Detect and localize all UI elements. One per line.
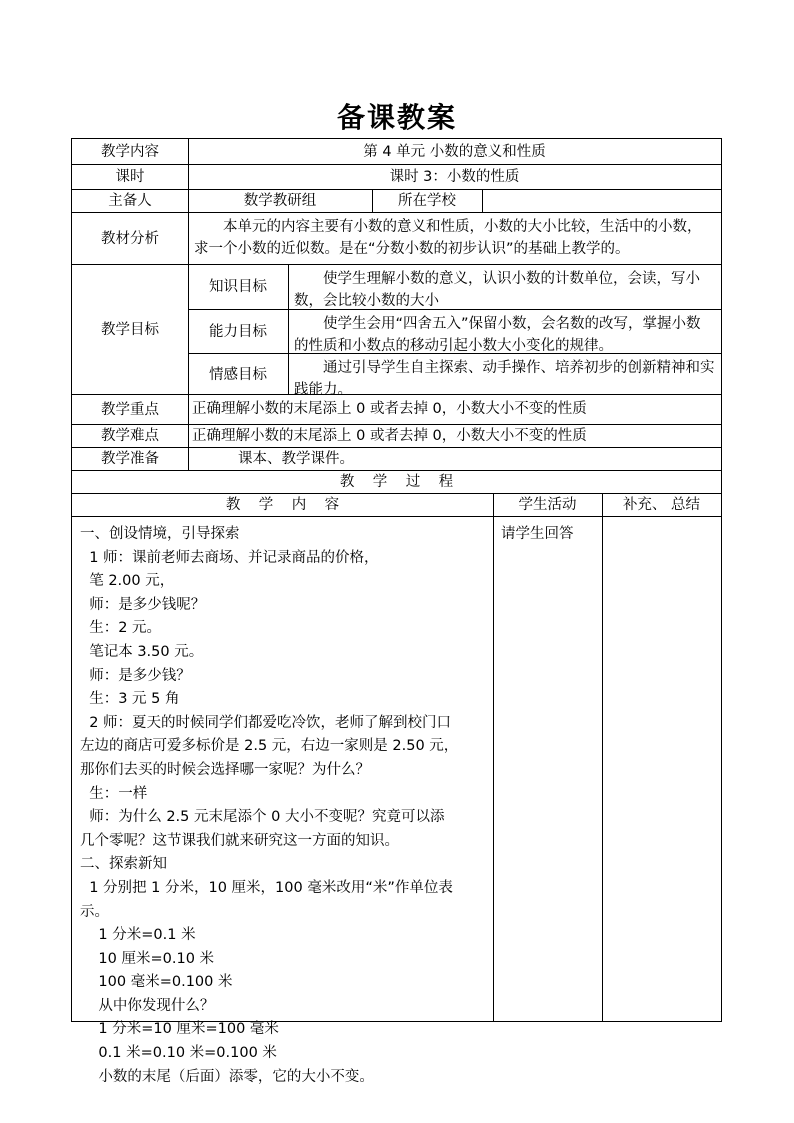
row-teaching-difficulty — [71, 424, 722, 447]
difficulty-value: 正确理解小数的末尾添上 0 或者去掉 0，小数大小不变的性质 — [192, 428, 587, 444]
focus-label: 教学重点 — [101, 401, 159, 418]
lesson-line: 10 厘米=0.10 米 — [80, 950, 215, 967]
goal-ability-text: 使学生会用“四舍五入”保留小数，会名数的改写，掌握小数的性质和小数点的移动引起小数大小变化的规律。 — [294, 316, 701, 354]
row-teaching-prep — [71, 447, 722, 470]
lesson-line: 笔记本 3.50 元。 — [80, 643, 204, 660]
lesson-line: 师：是多少钱呢？ — [80, 596, 206, 613]
school-value — [482, 190, 721, 212]
content-value: 第 4 单元 小数的意义和性质 — [363, 143, 546, 160]
row-preparer — [71, 189, 722, 212]
lesson-value: 课时 3：小数的性质 — [389, 169, 520, 185]
row-teaching-content — [71, 138, 722, 164]
row-column-headers — [71, 493, 722, 516]
analysis-text: 本单元的内容主要有小数的意义和性质，小数的大小比较，生活中的小数，求一个小数的近似数。是在“分数小数的初步认识”的基础上教学的。 — [194, 219, 702, 257]
lesson-line: 二、探索新知 — [80, 856, 167, 873]
row-process-header — [71, 470, 722, 493]
lesson-line: 小数的末尾（后面）添零，它的大小不变。 — [80, 1068, 374, 1085]
lesson-line: 师：是多少钱？ — [80, 667, 191, 684]
lesson-line: 那你们去买的时候会选择哪一家呢？为什么？ — [80, 761, 370, 778]
lesson-line: 0.1 米=0.10 米=0.100 米 — [80, 1045, 277, 1062]
lesson-line: 1 师：课前老师去商场、并记录商品的价格， — [80, 549, 379, 566]
goal-knowledge-label: 知识目标 — [209, 279, 267, 295]
focus-value: 正确理解小数的末尾添上 0 或者去掉 0，小数大小不变的性质 — [192, 401, 587, 417]
lesson-line: 左边的商店可爱多标价是 2.5 元，右边一家则是 2.50 元， — [80, 738, 459, 755]
school-label: 所在学校 — [398, 193, 456, 209]
lesson-plan-table — [71, 138, 722, 1085]
goal-emotion-label: 情感目标 — [209, 366, 267, 383]
lesson-line: 笔 2.00 元， — [80, 573, 175, 590]
lesson-line: 一、创设情境，引导探索 — [80, 526, 240, 542]
prep-label: 教学准备 — [101, 451, 159, 467]
lesson-line: 2 师：夏天的时候同学们都爱吃冷饮，老师了解到校门口 — [80, 714, 452, 731]
col-content-header: 教 学 内 容 — [225, 497, 340, 513]
lesson-content — [72, 517, 493, 1085]
analysis-label: 教材分析 — [101, 230, 159, 247]
preparer-label: 主备人 — [108, 193, 152, 209]
preparer-value: 数学教研组 — [243, 193, 317, 209]
difficulty-label: 教学难点 — [101, 428, 159, 444]
lesson-label: 课时 — [115, 169, 145, 185]
goal-emotion-text: 通过引导学生自主探索、动手操作、培养初步的创新精神和实践能力。 — [294, 360, 715, 398]
process-header: 教 学 过 程 — [339, 474, 454, 490]
goal-knowledge-text: 使学生理解小数的意义，认识小数的计数单位，会读，写小数，会比较小数的大小 — [294, 271, 700, 309]
col-notes-header: 补充、 总结 — [622, 497, 701, 513]
col-student-header: 学生活动 — [518, 497, 577, 513]
lesson-line: 几个零呢？这节课我们就来研究这一方面的知识。 — [80, 832, 399, 849]
lesson-line: 生：一样 — [80, 785, 148, 802]
content-label: 教学内容 — [101, 143, 159, 160]
prep-value: 课本、教学课件。 — [238, 451, 354, 467]
lesson-line: 1 分米=0.1 米 — [80, 927, 196, 944]
lesson-line: 师：为什么 2.5 元末尾添个 0 大小不变呢？究竟可以添 — [80, 809, 445, 826]
goals-label: 教学目标 — [101, 321, 159, 338]
row-teaching-goals — [71, 264, 722, 398]
row-lesson — [71, 164, 722, 189]
lesson-line: 从中你发现什么？ — [80, 997, 215, 1014]
lesson-line: 1 分别把 1 分米，10 厘米，100 毫米改用“米”作单位表 — [80, 879, 453, 896]
lesson-line: 生：3 元 5 角 — [80, 691, 180, 708]
lesson-line: 示。 — [80, 903, 109, 920]
notes-cell — [602, 517, 721, 1021]
lesson-line: 100 毫米=0.100 米 — [80, 974, 233, 991]
row-lesson-body — [71, 516, 722, 1085]
lesson-line: 生：2 元。 — [80, 620, 162, 637]
row-teaching-focus — [71, 394, 722, 424]
page-title: 备课教案 — [336, 101, 457, 134]
lesson-line: 1 分米=10 厘米=100 毫米 — [80, 1021, 279, 1038]
goal-ability-label: 能力目标 — [209, 324, 267, 340]
row-material-analysis — [71, 212, 722, 264]
student-activity: 请学生回答 — [501, 526, 574, 542]
